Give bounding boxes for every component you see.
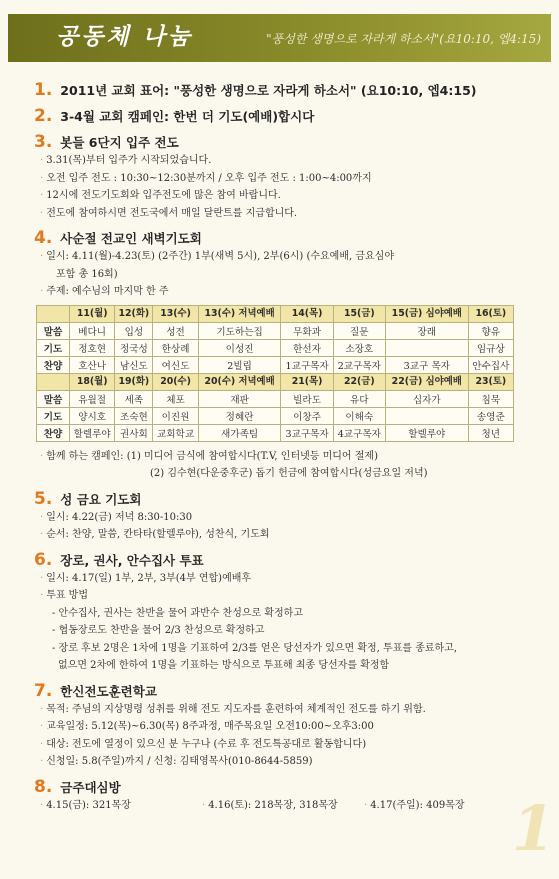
table-header-row: 11(월) 12(화) 13(수) 13(수) 저녁예배 14(목) 15(금) 15(금) 심야예배 16(토) bbox=[37, 305, 514, 322]
campaign-note: (2) 김수현(다운중후군) 돕기 헌금에 참여합시다(성금요일 저녁) bbox=[150, 468, 428, 479]
section-number: 2. bbox=[34, 106, 53, 126]
visit-item: · 4.15(금): 321목장 bbox=[40, 799, 131, 811]
table-row: 찬양 할렐루야 권사회 교회학교 새가족팀 3교구목자 4교구목자 할렐루야 청년 bbox=[37, 424, 514, 441]
voting-rule: 없으면 2차에 한하여 1명을 기표하는 방식으로 투표해 최종 당선자를 확정함 bbox=[58, 660, 390, 671]
page-title: 공동체 나눔 bbox=[56, 24, 194, 50]
table-row: 기도 정호현 정국성 한상례 이성진 한선자 소장호 임규상 bbox=[37, 339, 514, 356]
prayer-schedule-table bbox=[36, 305, 514, 442]
section-title: 봇들 6단지 입주 전도 bbox=[60, 135, 179, 150]
section-number: 3. bbox=[34, 132, 53, 152]
section-1 bbox=[34, 80, 534, 100]
section-4 bbox=[34, 228, 534, 483]
list-item: · 12시에 전도기도회와 입주전도에 많은 참여 바랍니다. bbox=[40, 190, 281, 201]
section-6 bbox=[34, 550, 534, 675]
voting-rule: - 장로 후보 2명은 1차에 1명을 기표하여 2/3를 얻은 당선자가 있으면 확정, 투표를 종료하고, bbox=[52, 642, 458, 654]
list-item: · 일시: 4.22(금) 저녁 8:30-10:30 bbox=[40, 511, 193, 523]
section-3 bbox=[34, 132, 534, 222]
visit-item: · 4.16(토): 218목장, 318목장 bbox=[202, 799, 338, 811]
campaign-note: · 함께 하는 캠페인: (1) 미디어 금식에 참여합시다(T.V, 인터넷등 미디어 절제) bbox=[40, 450, 378, 462]
table-row: 말씀 유월절 세족 체포 재판 빌라도 유다 십자가 침묵 bbox=[37, 390, 514, 407]
table-header-row: 18(월) 19(화) 20(수) 20(수) 저녁예배 21(목) 22(금) 22(금) 심야예배 23(토) bbox=[37, 373, 514, 390]
table-row: 기도 양시호 조숙현 이진원 정혜란 이창주 이해숙 송영준 bbox=[37, 407, 514, 424]
list-item-continued: 포함 총 16회) bbox=[56, 268, 118, 280]
list-item: · 전도에 참여하시면 전도국에서 매일 달란트를 지급합니다. bbox=[40, 207, 298, 219]
list-item: · 오전 입주 전도 : 10:30~12:30분까지 / 오후 입주 전도 : 1:00~4:00까지 bbox=[40, 172, 372, 184]
list-item: · 대상: 전도에 열정이 있으신 분 누구나 (수료 후 전도특공대로 활동합니다) bbox=[40, 738, 367, 750]
section-title: 성 금요 기도회 bbox=[60, 491, 142, 507]
section-title: 금주대심방 bbox=[60, 779, 121, 795]
header bbox=[0, 0, 559, 70]
section-5 bbox=[34, 489, 534, 544]
section-8 bbox=[34, 777, 534, 814]
list-item: · 주제: 예수님의 마지막 한 주 bbox=[40, 286, 169, 297]
content bbox=[34, 80, 534, 820]
voting-rule: - 협동장로도 찬반을 물어 2/3 찬성으로 확정하고 bbox=[52, 625, 265, 636]
banner-verse: "풍성한 생명으로 자라게 하소서"(요10:10, 엡4:15) bbox=[266, 32, 541, 46]
list-item: · 일시: 4.11(월)-4.23(토) (2주간) 1부(새벽 5시), 2부(6시) (수요예배, 금요심야 bbox=[40, 251, 395, 262]
section-number: 1. bbox=[34, 80, 53, 100]
visit-item: · 4.17(주일): 409목장 bbox=[364, 799, 465, 811]
section-number: 7. bbox=[34, 680, 53, 701]
section-title: 장로, 권사, 안수집사 투표 bbox=[60, 552, 204, 568]
section-title: 3-4월 교회 캠페인: 한번 더 기도(예배)합시다 bbox=[60, 109, 315, 124]
list-item: · 3.31(목)부터 입주가 시작되었습니다. bbox=[40, 155, 212, 166]
list-item: · 순서: 찬양, 말씀, 칸타타(할렐루야), 성찬식, 기도회 bbox=[40, 529, 270, 540]
title-banner bbox=[8, 14, 551, 62]
section-number: 4. bbox=[34, 228, 53, 248]
list-item: · 투표 방법 bbox=[40, 590, 89, 601]
section-number: 8. bbox=[34, 776, 53, 797]
section-title: 사순절 전교인 새벽기도회 bbox=[60, 231, 202, 246]
list-item: · 신청일: 5.8(주일)까지 / 신청: 김태영목사(010-8644-5859) bbox=[40, 756, 313, 767]
section-title: 2011년 교회 표어: "풍성한 생명으로 자라게 하소서" (요10:10, 엡4:15) bbox=[60, 83, 477, 98]
list-item: · 교육일정: 5.12(목)~6.30(목) 8주과정, 매주목요일 오전10:00~오후3:00 bbox=[40, 721, 374, 732]
page-number: 1 bbox=[511, 792, 555, 865]
section-7 bbox=[34, 681, 534, 771]
section-number: 6. bbox=[34, 549, 53, 570]
table-row: 찬양 호산나 남신도 여신도 2빌립 1교구목자 2교구목자 3교구 목자 안수집사 bbox=[37, 356, 514, 373]
table-row: 말씀 베다니 입성 성전 기도하는집 무화과 질문 장래 향유 bbox=[37, 322, 514, 339]
list-item: · 일시: 4.17(일) 1부, 2부, 3부(4부 연합)예배후 bbox=[40, 572, 252, 584]
section-title: 한신전도훈련학교 bbox=[60, 683, 157, 699]
list-item: · 목적: 주님의 지상명령 성취를 위해 전도 지도자를 훈련하여 체계적인 전도를 하기 위함. bbox=[40, 703, 426, 715]
section-number: 5. bbox=[34, 488, 53, 509]
section-2 bbox=[34, 106, 534, 126]
voting-rule: - 안수집사, 권사는 찬반을 물어 과반수 찬성으로 확정하고 bbox=[52, 607, 303, 619]
